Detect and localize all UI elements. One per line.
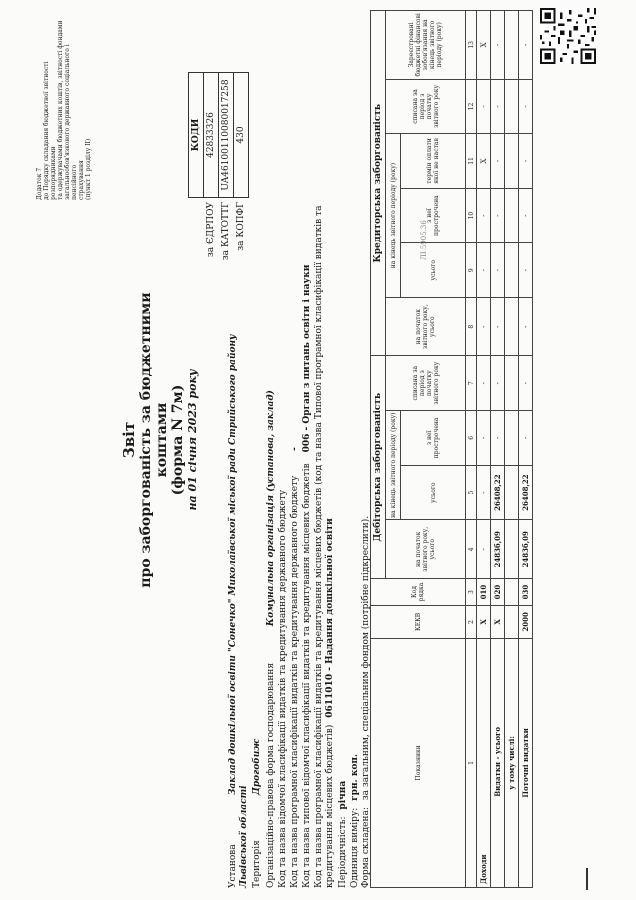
typical-kpk-line [314, 8, 325, 888]
cell: 26408,22 [491, 465, 505, 520]
appendix-line: до Порядку складання бюджетної звітності розпорядниками [43, 61, 57, 200]
row-code [505, 579, 519, 606]
codes-header [188, 70, 203, 280]
territory-line [252, 288, 263, 888]
page-mark: ЛІ 5905.36 [420, 220, 428, 260]
report-title [120, 260, 199, 620]
typical-kpk-label-2: кредитування місцевих бюджетів) [325, 724, 335, 888]
cell [505, 134, 519, 188]
unit-line [350, 488, 361, 888]
appendix-line: загальнообов'язкового державного соціального і пенсійного [64, 44, 78, 200]
cell: - [519, 188, 533, 243]
debit-overdue-label: прострочена [433, 417, 440, 459]
debit-header: Дебіторська заборгованість [371, 356, 386, 579]
col-number: 11 [466, 134, 477, 188]
unit-label: Одиниця виміру: [350, 807, 360, 888]
row-code: 020 [491, 579, 505, 606]
col-number: 7 [466, 356, 477, 411]
cell: - [477, 410, 491, 465]
cell: - [477, 520, 491, 579]
appendix-note [36, 10, 92, 200]
col-number: 9 [466, 243, 477, 297]
unit-value: грн. коп. [350, 753, 360, 801]
cell [505, 79, 519, 134]
row-name: Видатки - усього [491, 638, 505, 887]
cell: - [519, 243, 533, 297]
institution-value: Заклад дошкільної освіти "Сонечко" Миколаївської міської ради Стрийського району Львівської області [228, 334, 249, 888]
col-number: 4 [466, 520, 477, 579]
credit-total-header: усього [401, 243, 466, 297]
cell [505, 243, 519, 297]
appendix-line: Додаток 7 [36, 167, 43, 200]
debit-total-header: усього [401, 465, 466, 520]
debit-incl-label: з неї [426, 430, 433, 446]
credit-overdue-label: прострочена [433, 195, 440, 236]
row-code: 030 [519, 579, 533, 606]
typical-kpk-value: 0611010 - Надання дошкільної освіти [325, 518, 335, 718]
code-value: 42833326 [203, 72, 218, 198]
credit-incl-label: з неї [426, 208, 433, 223]
col-number: 6 [466, 410, 477, 465]
code-row-katottg [218, 70, 233, 280]
col-kekv-header: КЕКВ [371, 605, 466, 638]
cell: - [491, 134, 505, 188]
code-value: UA46100110080017258 [218, 72, 233, 198]
cell: X [477, 134, 491, 188]
institution-label: Установа [228, 844, 238, 888]
code-label: за КАТОТТГ [220, 202, 231, 261]
cell: - [477, 297, 491, 355]
row-kekv: X [477, 605, 491, 638]
credit-written-header: списана за період з початку звітного року [386, 79, 466, 134]
cell: - [519, 134, 533, 188]
cell: - [477, 79, 491, 134]
cell [505, 297, 519, 355]
code-row-edrpou [203, 70, 218, 280]
code-value: 430 [233, 72, 249, 198]
cell: - [491, 11, 505, 80]
cell: - [519, 11, 533, 80]
cell: - [477, 188, 491, 243]
org-form-value: Комунальна організація (установа, заклад) [266, 390, 276, 627]
col-indicators-header: Показники [371, 638, 466, 887]
local-kvk-label: Код та назва типової відомчої класифікації видатків та кредитування місцевих бюджетів [302, 463, 312, 888]
cell: - [491, 410, 505, 465]
cell: 2483б,09 [491, 520, 505, 579]
org-form-label: Організаційно-правова форма господарювання [266, 662, 276, 888]
col-number: 1 [466, 638, 477, 887]
table-row [505, 11, 519, 888]
credit-header: Кредиторська заборгованість [371, 11, 386, 356]
institution-line [228, 288, 250, 888]
col-number: 3 [466, 579, 477, 606]
code-label: за КОПФГ [235, 202, 246, 251]
cell [505, 11, 519, 80]
territory-label: Територія [252, 840, 262, 888]
table-row [519, 11, 533, 888]
cell: - [491, 297, 505, 355]
debit-overdue-header [401, 410, 466, 465]
cell: - [477, 243, 491, 297]
typical-kpk-line-2 [325, 8, 336, 888]
credit-overdue-header [401, 188, 466, 243]
cell [505, 188, 519, 243]
cell: - [477, 465, 491, 520]
kvk-label: Код та назва відомчої класифікації видатків та кредитування державного бюджету [278, 489, 288, 888]
cell: 26408,22 [519, 465, 533, 520]
period-value: річна [338, 780, 348, 810]
cell: - [519, 356, 533, 411]
table-row [477, 11, 491, 888]
title-line-2: про заборгованість за бюджетними коштами [138, 292, 170, 588]
form-value: за загальним, спеціальним фондом (потрібне підкреслити). [361, 515, 371, 801]
cell [505, 520, 519, 579]
period-line [338, 488, 349, 888]
cell: - [491, 356, 505, 411]
credit-notdue-header: термін оплати якої не настав [401, 134, 466, 188]
territory-value: Дрогобиж [252, 738, 262, 796]
local-kvk-value: 006 - Орган з питань освіти і науки [302, 264, 312, 453]
row-code: 010 [477, 579, 491, 606]
cell: X [477, 11, 491, 80]
debt-table [370, 10, 533, 888]
debit-end-header: на кінець звітного періоду (року) [386, 410, 401, 520]
debit-written-header: списана за період з початку звітного року [386, 356, 466, 411]
code-row-kopfg [233, 70, 248, 280]
col-code-header: Код рядка [371, 579, 466, 606]
appendix-line: (пункт 1 розділу II) [85, 138, 92, 200]
cell: 2483б,09 [519, 520, 533, 579]
cell: - [519, 297, 533, 355]
period-label: Періодичність: [338, 816, 348, 888]
row-kekv: X [491, 605, 505, 638]
cell: - [491, 188, 505, 243]
credit-end-header: на кінець звітного періоду (року) [386, 134, 401, 298]
cell: - [519, 79, 533, 134]
kvk-line [278, 268, 289, 888]
kpk-value: - [290, 447, 300, 451]
cell: - [491, 79, 505, 134]
kpk-line [290, 268, 301, 888]
binder-mark [586, 868, 588, 890]
debit-begin-header: на початок звітного року, усього [386, 520, 466, 579]
cell: - [477, 356, 491, 411]
qr-code-icon [540, 8, 596, 64]
typical-kpk-label: Код та назва програмної класифікації видатків та кредитування місцевих бюджетів (код та назва Типової програмної класифікації видатків та [314, 205, 324, 888]
kpk-label: Код та назва програмної класифікації видатків та кредитування державного бюджету [290, 475, 300, 888]
column-numbers-row [466, 11, 477, 888]
appendix-line: та одержувачами бюджетних коштів, звітності фондами [57, 20, 64, 200]
cell [505, 356, 519, 411]
col-number: 13 [466, 11, 477, 80]
row-kekv: 2000 [519, 605, 533, 638]
form-label: Форма складена: [361, 807, 371, 888]
cell: - [519, 410, 533, 465]
row-kekv [505, 605, 519, 638]
registered-header: Зареєстровані бюджетні фінансові зобов'язання на кінець звітного періоду (року) [386, 11, 466, 80]
org-form-line [266, 268, 277, 888]
col-number: 5 [466, 465, 477, 520]
row-name: у тому числі: [505, 638, 519, 887]
row-name: Доходи [477, 638, 491, 887]
title-date: на 01 січня 2023 року [186, 369, 199, 511]
col-number: 12 [466, 79, 477, 134]
appendix-line: страхування [78, 160, 85, 200]
cell [505, 465, 519, 520]
col-number: 2 [466, 605, 477, 638]
credit-begin-header: на початок звітного року, усього [386, 297, 466, 355]
cell: - [491, 243, 505, 297]
codes-box [188, 70, 248, 280]
col-number: 8 [466, 297, 477, 355]
table-row [491, 11, 505, 888]
row-name: Поточні видатки [519, 638, 533, 887]
title-line-1: Звіт [120, 421, 138, 459]
col-number: 10 [466, 188, 477, 243]
codes-title: КОДИ [188, 72, 203, 198]
code-label: за ЄДРПОУ [205, 202, 216, 258]
local-kvk-line [302, 68, 313, 888]
cell [505, 410, 519, 465]
title-line-3: (форма N 7м) [170, 384, 186, 496]
